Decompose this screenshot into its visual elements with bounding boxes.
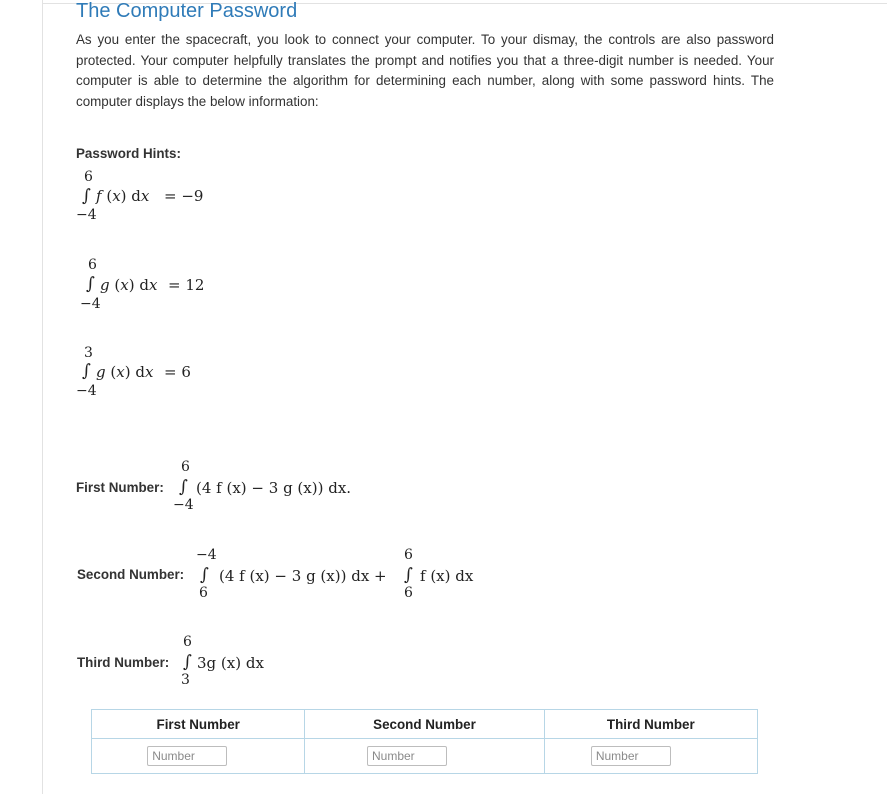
second-upper-limit-1: −4 [196, 547, 217, 563]
answer-table-header-row [92, 710, 758, 739]
second-integrand-1: (4 f (x) − 3 g (x)) dx + [219, 567, 387, 585]
left-divider [42, 0, 43, 794]
first-upper-limit: 6 [181, 459, 190, 475]
hint-1-func: f [96, 187, 102, 205]
third-integral-sign: ∫ [183, 652, 192, 672]
second-integrand-2: f (x) dx [420, 567, 474, 585]
hint-1-result: = −9 [164, 187, 204, 205]
hint-3-func: g [96, 363, 106, 381]
third-number-label: Third Number: [77, 655, 170, 670]
second-integral-sign-1: ∫ [200, 565, 209, 585]
hint-3-integrand: g (x) dx [96, 363, 154, 381]
hint-1-integral-sign: ∫ [82, 186, 91, 206]
third-lower-limit: 3 [181, 672, 190, 688]
second-integral-sign-2: ∫ [404, 565, 413, 585]
answer-table-input-row [92, 739, 758, 774]
hint-3-upper-limit: 3 [84, 345, 93, 361]
hint-1-lower-limit: −4 [76, 207, 97, 223]
header-third-number: Third Number [544, 710, 757, 739]
second-number-label: Second Number: [77, 567, 185, 582]
password-hints-label: Password Hints: [76, 146, 181, 161]
first-number-label: First Number: [76, 480, 164, 495]
hint-2-result: = 12 [168, 276, 205, 294]
header-second-number: Second Number [305, 710, 544, 739]
hint-3-result: = 6 [164, 363, 191, 381]
cell-first-number [92, 739, 305, 774]
second-lower-limit-2: 6 [404, 585, 413, 601]
second-lower-limit-1: 6 [199, 585, 208, 601]
hint-3-lower-limit: −4 [76, 383, 97, 399]
first-integral-sign: ∫ [179, 477, 188, 497]
first-lower-limit: −4 [173, 497, 194, 513]
cell-third-number [544, 739, 757, 774]
third-number-input[interactable] [591, 746, 671, 766]
third-upper-limit: 6 [183, 634, 192, 650]
header-first-number: First Number [92, 710, 305, 739]
first-number-input[interactable] [147, 746, 227, 766]
hint-1-integrand: f (x) dx [96, 187, 150, 205]
hint-2-integral-sign: ∫ [86, 274, 95, 294]
hint-2-func: g [100, 276, 110, 294]
answer-table [91, 709, 758, 774]
hint-2-lower-limit: −4 [80, 296, 101, 312]
second-upper-limit-2: 6 [404, 547, 413, 563]
intro-paragraph: As you enter the spacecraft, you look to connect your computer. To your dismay, the controls are also password protected. Your computer helpfully translates the prompt and notifies you that a three-digit number is needed. Your computer is able to determine the algorithm for determining each number, along with some password hints. The computer displays the below information: [76, 32, 774, 109]
hint-2-upper-limit: 6 [88, 257, 97, 273]
page-title: The Computer Password [76, 0, 298, 22]
cell-second-number [305, 739, 544, 774]
second-number-input[interactable] [367, 746, 447, 766]
hint-3-integral-sign: ∫ [82, 361, 91, 381]
hint-2-integrand: g (x) dx [100, 276, 158, 294]
third-integrand: 3g (x) dx [197, 654, 264, 672]
first-integrand: (4 f (x) − 3 g (x)) dx. [196, 479, 352, 497]
hint-1-upper-limit: 6 [84, 169, 93, 185]
